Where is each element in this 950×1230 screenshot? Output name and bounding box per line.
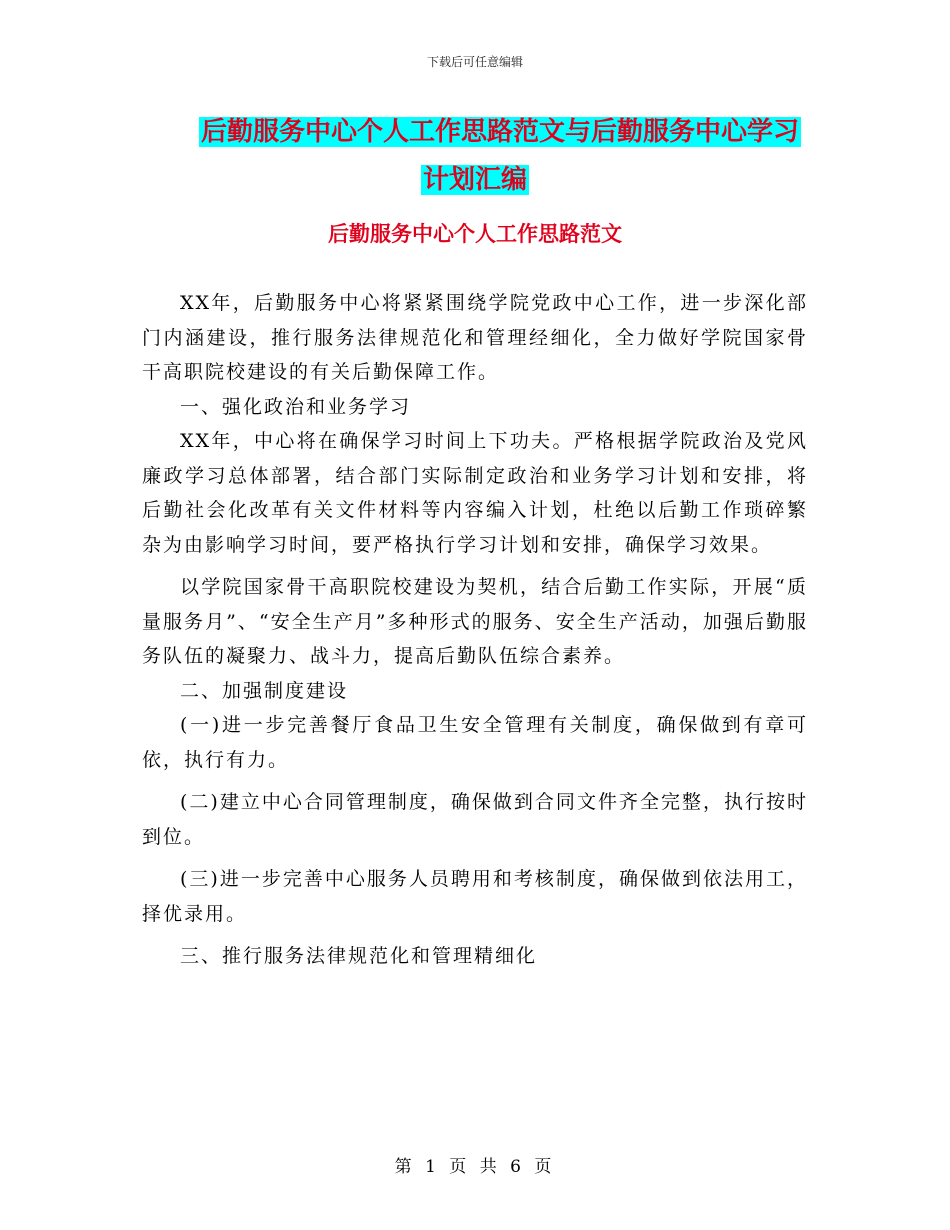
paragraph: 一、强化政治和业务学习 (180, 395, 412, 418)
body-text (142, 286, 808, 974)
paragraph: 三、推行服务法律规范化和管理精细化 (180, 945, 538, 967)
document-title (0, 108, 950, 204)
title-line-2: 计划汇编 (422, 165, 527, 195)
paragraph: (一)进一步完善餐厅食品卫生安全管理有关制度，确保做到有章可依，执行有力。 (142, 714, 808, 771)
page-footer: 第 1 页 共 6 页 (394, 1157, 556, 1177)
paragraph: (三)进一步完善中心服务人员聘用和考核制度，确保做到依法用工，择优录用。 (142, 868, 808, 925)
section-heading: 后勤服务中心个人工作思路范文 (328, 222, 622, 246)
paragraph: (二)建立中心合同管理制度，确保做到合同文件齐全完整，执行按时到位。 (142, 791, 808, 848)
title-line-1: 后勤服务中心个人工作思路范文与后勤服务中心学习 (200, 117, 799, 147)
paragraph: 二、加强制度建设 (180, 679, 349, 702)
paragraph: 以学院国家骨干高职院校建设为契机，结合后勤工作实际，开展“质量服务月”、“安全生产月”多种形式的服务、安全生产活动，加强后勤服务队伍的凝聚力、战斗力，提高后勤队伍综合素养。 (142, 576, 808, 667)
header-note: 下载后可任意编辑 (426, 55, 523, 69)
paragraph: XX年，中心将在确保学习时间上下功夫。严格根据学院政治及党风廉政学习总体部署，结合部门实际制定政治和业务学习计划和安排，将后勤社会化改革有关文件材料等内容编入计划，杜绝以后勤工作琐碎繁杂为由影响学习时间，要严格执行学习计划和安排，确保学习效果。 (142, 430, 808, 556)
paragraph: XX年，后勤服务中心将紧紧围绕学院党政中心工作，进一步深化部门内涵建设，推行服务法律规范化和管理经细化，全力做好学院国家骨干高职院校建设的有关后勤保障工作。 (142, 292, 808, 383)
